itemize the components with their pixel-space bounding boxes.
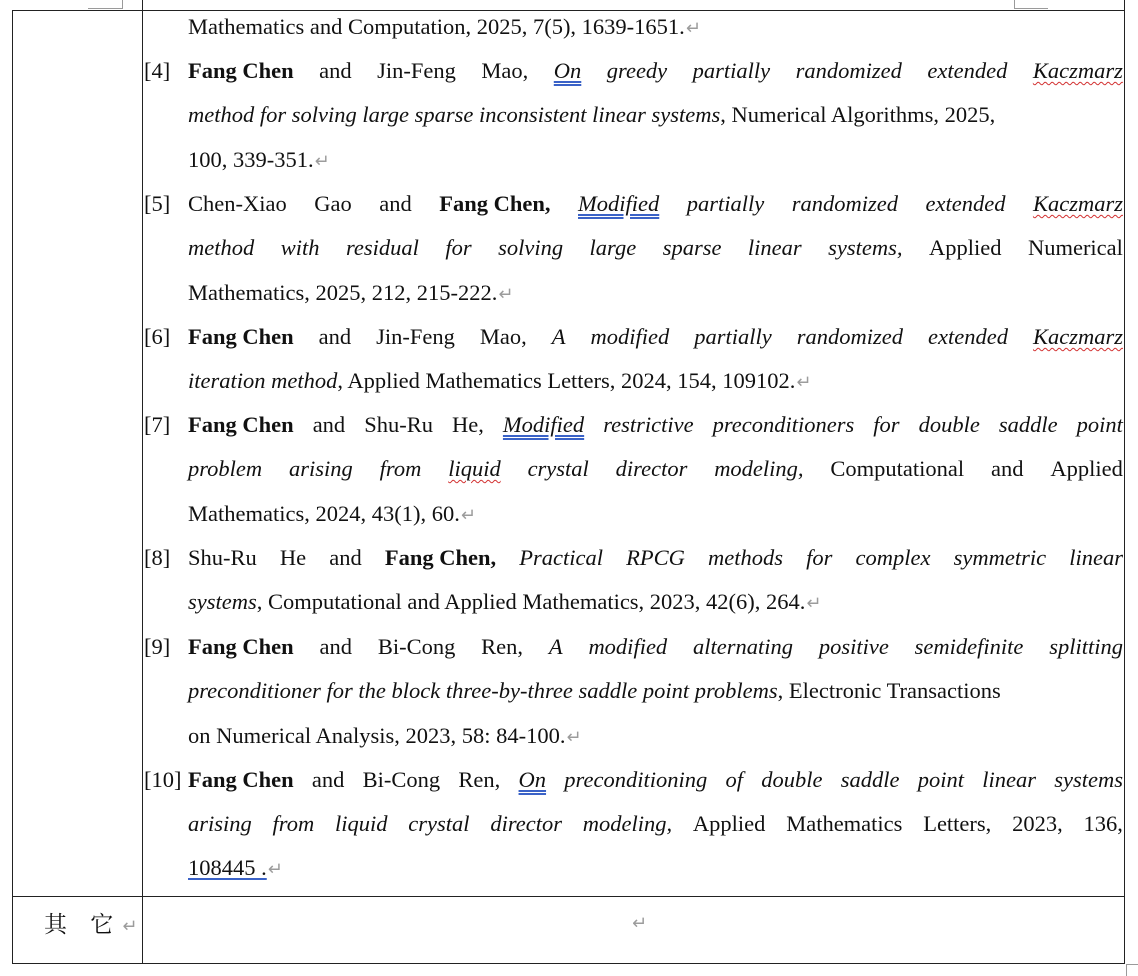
table-row-divider	[12, 896, 1125, 897]
crop-mark	[1126, 964, 1138, 965]
crop-mark	[88, 8, 122, 9]
crop-mark	[122, 0, 123, 9]
reference-7-line-1: Fang Chen and Shu-Ru He, Modified restrictive preconditioners for double saddle point	[188, 412, 1123, 437]
reference-8-number: [8]	[144, 545, 171, 570]
table-bottom-border	[12, 963, 1125, 964]
reference-4-line-2: method for solving large sparse inconsistent linear systems, Numerical Algorithms, 2025,	[188, 102, 996, 127]
reference-6-line-1: Fang Chen and Jin-Feng Mao, A modified partially randomized extended Kaczmarz	[188, 324, 1123, 349]
reference-9-line-2: preconditioner for the block three-by-three saddle point problems, Electronic Transactions	[188, 678, 1001, 703]
reference-5-line-1: Chen-Xiao Gao and Fang Chen, Modified partially randomized extended Kaczmarz	[188, 191, 1123, 216]
crop-mark	[1126, 964, 1127, 976]
reference-6-line-2: iteration method, Applied Mathematics Letters, 2024, 154, 109102.↵	[188, 368, 812, 393]
reference-4-number: [4]	[144, 58, 171, 83]
table-right-border	[1124, 0, 1125, 964]
reference-9-number: [9]	[144, 634, 171, 659]
reference-10-line-2: arising from liquid crystal director modeling, Applied Mathematics Letters, 2023, 136,	[188, 811, 1123, 836]
other-row-label: 其 它↵	[44, 912, 138, 938]
table-top-border	[12, 10, 1125, 11]
reference-8-line-1: Shu-Ru He and Fang Chen, Practical RPCG methods for complex symmetric linear	[188, 545, 1123, 570]
reference-10-number: [10]	[144, 767, 182, 792]
reference-10-line-1: Fang Chen and Bi-Cong Ren, On preconditioning of double saddle point linear systems	[188, 767, 1123, 792]
reference-8-line-2: systems, Computational and Applied Mathematics, 2023, 42(6), 264.↵	[188, 589, 822, 614]
reference-4-line-1: Fang Chen and Jin-Feng Mao, On greedy partially randomized extended Kaczmarz	[188, 58, 1123, 83]
other-row-value[interactable]: ↵	[632, 913, 648, 934]
reference-4-line-3: 100, 339-351.↵	[188, 147, 330, 172]
reference-9-line-3: on Numerical Analysis, 2023, 58: 84-100.↵	[188, 723, 582, 748]
crop-mark	[1014, 8, 1048, 9]
reference-5-line-3: Mathematics, 2025, 212, 215-222.↵	[188, 280, 514, 305]
reference-7-number: [7]	[144, 412, 171, 437]
reference-10-line-3: 108445 .↵	[188, 855, 283, 880]
reference-9-line-1: Fang Chen and Bi-Cong Ren, A modified alternating positive semidefinite splitting	[188, 634, 1123, 659]
reference-7-line-3: Mathematics, 2024, 43(1), 60.↵	[188, 501, 476, 526]
reference-5-number: [5]	[144, 191, 171, 216]
reference-3-line-3: Mathematics and Computation, 2025, 7(5), 1639-1651.↵	[188, 14, 701, 39]
reference-5-line-2: method with residual for solving large sparse linear systems, Applied Numerical	[188, 235, 1123, 260]
table-left-border	[12, 10, 13, 964]
reference-6-number: [6]	[144, 324, 171, 349]
reference-7-line-2: problem arising from liquid crystal director modeling, Computational and Applied	[188, 456, 1123, 481]
table-column-divider	[142, 0, 143, 964]
